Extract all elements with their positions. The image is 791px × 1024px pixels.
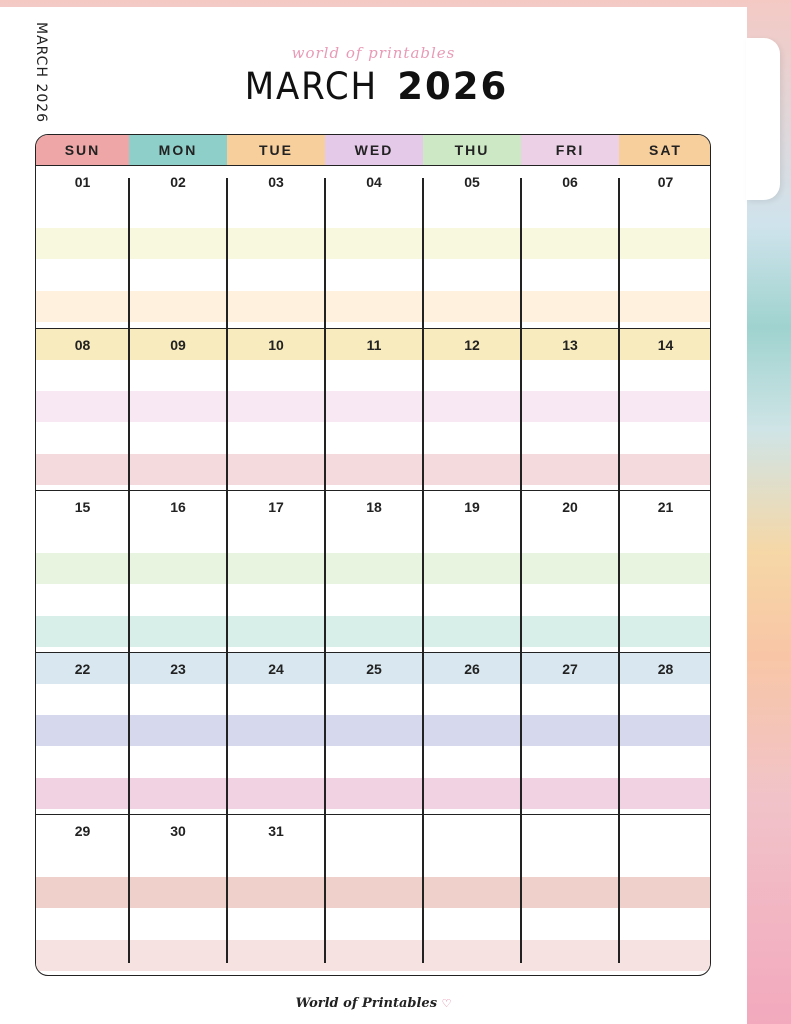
- date-number[interactable]: 03: [268, 174, 284, 190]
- date-number[interactable]: 16: [170, 499, 186, 515]
- brand-script-logo: world of printables: [291, 44, 456, 62]
- date-number[interactable]: 15: [74, 499, 91, 515]
- column-divider: [324, 329, 326, 491]
- column-divider: [618, 329, 620, 491]
- date-number[interactable]: 20: [562, 499, 578, 515]
- date-number[interactable]: 12: [464, 337, 480, 353]
- footer-brand-text: World of Printables: [295, 996, 438, 1011]
- day-header-tue: TUE: [227, 135, 325, 166]
- column-divider: [618, 491, 620, 653]
- calendar-grid: [35, 134, 711, 976]
- heart-icon: ♡: [441, 997, 452, 1010]
- date-number[interactable]: 04: [366, 174, 382, 190]
- date-number[interactable]: 07: [657, 174, 674, 190]
- column-divider: [226, 329, 228, 491]
- date-number[interactable]: 24: [268, 661, 284, 677]
- day-header-wed: WED: [325, 135, 423, 166]
- column-divider: [520, 491, 522, 653]
- column-divider: [128, 491, 130, 653]
- date-number[interactable]: 10: [268, 337, 284, 353]
- column-divider: [520, 178, 522, 340]
- column-divider: [422, 491, 424, 653]
- month-side-tab[interactable]: [746, 38, 780, 200]
- column-divider: [422, 653, 424, 815]
- date-number[interactable]: 27: [562, 661, 578, 677]
- date-number[interactable]: 29: [74, 823, 91, 839]
- note-stripe: [36, 877, 711, 908]
- column-divider: [324, 178, 326, 340]
- week-row: [36, 490, 711, 652]
- note-stripe: [36, 553, 711, 584]
- note-stripe: [36, 715, 711, 746]
- column-divider: [324, 491, 326, 653]
- planner-page: [0, 7, 747, 1024]
- column-divider: [128, 178, 130, 340]
- week-row: [36, 652, 711, 814]
- day-header-mon: MON: [129, 135, 227, 166]
- note-stripe: [36, 391, 711, 422]
- column-divider: [128, 329, 130, 491]
- note-stripe: [36, 940, 711, 971]
- date-number[interactable]: 30: [170, 823, 186, 839]
- column-divider: [520, 329, 522, 491]
- title-month: MARCH: [244, 65, 378, 108]
- note-stripe: [36, 454, 711, 485]
- date-number[interactable]: 21: [657, 499, 674, 515]
- column-divider: [618, 178, 620, 340]
- column-divider: [422, 178, 424, 340]
- note-stripe: [36, 228, 711, 259]
- column-divider: [422, 329, 424, 491]
- date-number[interactable]: 22: [74, 661, 91, 677]
- day-header-sat: SAT: [619, 135, 711, 166]
- column-divider: [226, 491, 228, 653]
- date-number[interactable]: 08: [74, 337, 91, 353]
- column-divider: [520, 653, 522, 815]
- date-number[interactable]: 11: [366, 337, 382, 353]
- column-divider: [128, 653, 130, 815]
- date-number[interactable]: 05: [464, 174, 480, 190]
- date-number[interactable]: 28: [657, 661, 674, 677]
- date-number[interactable]: 14: [657, 337, 674, 353]
- date-number[interactable]: 26: [464, 661, 480, 677]
- day-header-thu: THU: [423, 135, 521, 166]
- note-stripe: [36, 616, 711, 647]
- date-number[interactable]: 18: [366, 499, 382, 515]
- side-tab-label: MARCH 2026: [33, 22, 49, 124]
- date-number[interactable]: 23: [170, 661, 186, 677]
- day-header-fri: FRI: [521, 135, 619, 166]
- date-number[interactable]: 19: [464, 499, 480, 515]
- column-divider: [520, 815, 522, 963]
- date-number[interactable]: 17: [268, 499, 284, 515]
- week-row: [36, 814, 711, 976]
- column-divider: [618, 653, 620, 815]
- date-number[interactable]: 25: [366, 661, 382, 677]
- day-header-sun: SUN: [36, 135, 129, 166]
- date-number[interactable]: 13: [562, 337, 578, 353]
- note-stripe: [36, 778, 711, 809]
- date-number[interactable]: 09: [170, 337, 186, 353]
- column-divider: [324, 815, 326, 963]
- date-number[interactable]: 31: [268, 823, 284, 839]
- week-row: [36, 328, 711, 490]
- column-divider: [324, 653, 326, 815]
- column-divider: [226, 653, 228, 815]
- page-title: [0, 65, 747, 108]
- date-number[interactable]: 02: [170, 174, 186, 190]
- column-divider: [618, 815, 620, 963]
- column-divider: [226, 178, 228, 340]
- footer-logo: [0, 996, 747, 1011]
- title-year: 2026: [397, 65, 509, 108]
- note-stripe: [36, 291, 711, 322]
- date-number[interactable]: 01: [74, 174, 91, 190]
- date-number[interactable]: 06: [562, 174, 578, 190]
- column-divider: [422, 815, 424, 963]
- week-row: [36, 166, 711, 328]
